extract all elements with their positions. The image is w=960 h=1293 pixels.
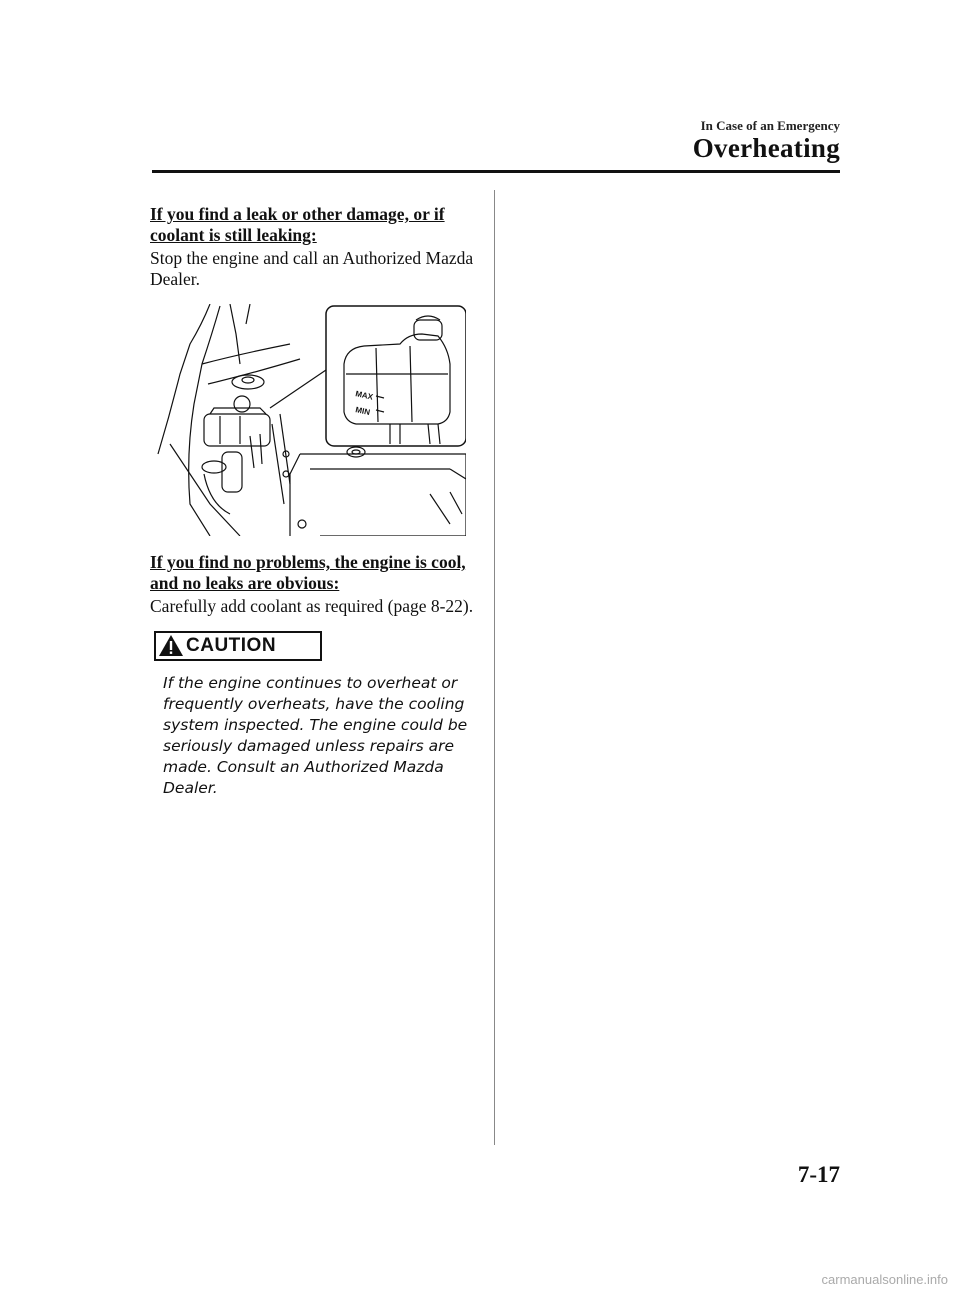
section-heading-no-problems: If you find no problems, the engine is cool, and no leaks are obvious: xyxy=(150,552,466,593)
caution-text: If the engine continues to overheat or frequently overheats, have the cooling system inspected. The engine could be seriously damaged unless repairs are made. Consult an Authorized Mazda Dealer. xyxy=(163,674,468,797)
watermark: carmanualsonline.info xyxy=(821,1272,948,1287)
section-heading-leak: If you find a leak or other damage, or if coolant is still leaking: xyxy=(150,204,445,245)
coolant-reservoir-figure xyxy=(150,304,466,536)
header-rule xyxy=(152,170,840,173)
caution-box xyxy=(154,631,322,661)
page-number: 7-17 xyxy=(797,1162,840,1187)
left-column xyxy=(150,204,475,799)
section-body-no-problems: Carefully add coolant as required (page 8-22). xyxy=(150,596,474,616)
header-section-label: In Case of an Emergency xyxy=(700,118,840,133)
caution-label: CAUTION xyxy=(186,635,277,656)
warning-triangle-icon xyxy=(158,634,184,657)
page-title: Overheating xyxy=(692,133,840,163)
section-body-leak: Stop the engine and call an Authorized Mazda Dealer. xyxy=(150,248,474,289)
min-mark-label: MIN xyxy=(354,405,371,418)
column-divider xyxy=(494,190,495,1145)
engine-bay-illustration xyxy=(150,304,466,536)
max-mark-label: MAX xyxy=(354,389,374,402)
